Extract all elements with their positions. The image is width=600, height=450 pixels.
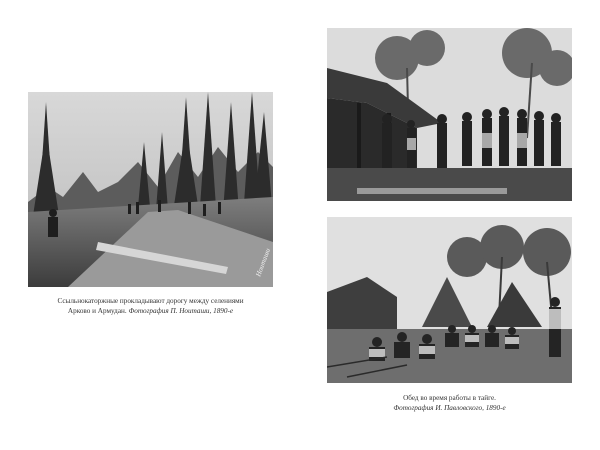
photo-road-construction [28,92,273,287]
caption-left-line1: Ссыльнокаторжные прокладывают дорогу между селениями [57,297,244,305]
photographer-signature: Ноиташи [254,247,272,278]
caption-lunch-taiga [327,393,572,413]
photo-hut-group-image [327,28,572,201]
photo-road-construction-image [28,92,273,287]
photo-lunch-taiga-image [327,217,572,383]
caption-left-credit: Фотография П. Ноиташи, 1890-е [128,307,234,315]
caption-right-credit: Фотография И. Павловского, 1890-е [393,404,506,412]
caption-road-construction [28,296,273,316]
photo-lunch-taiga [327,217,572,383]
caption-right-line1: Обед во время работы в тайге. [403,394,496,402]
caption-left-line2-plain: Арково и Армудан. [67,307,129,315]
caption-left-line2 [28,306,273,316]
photo-hut-group [327,28,572,201]
